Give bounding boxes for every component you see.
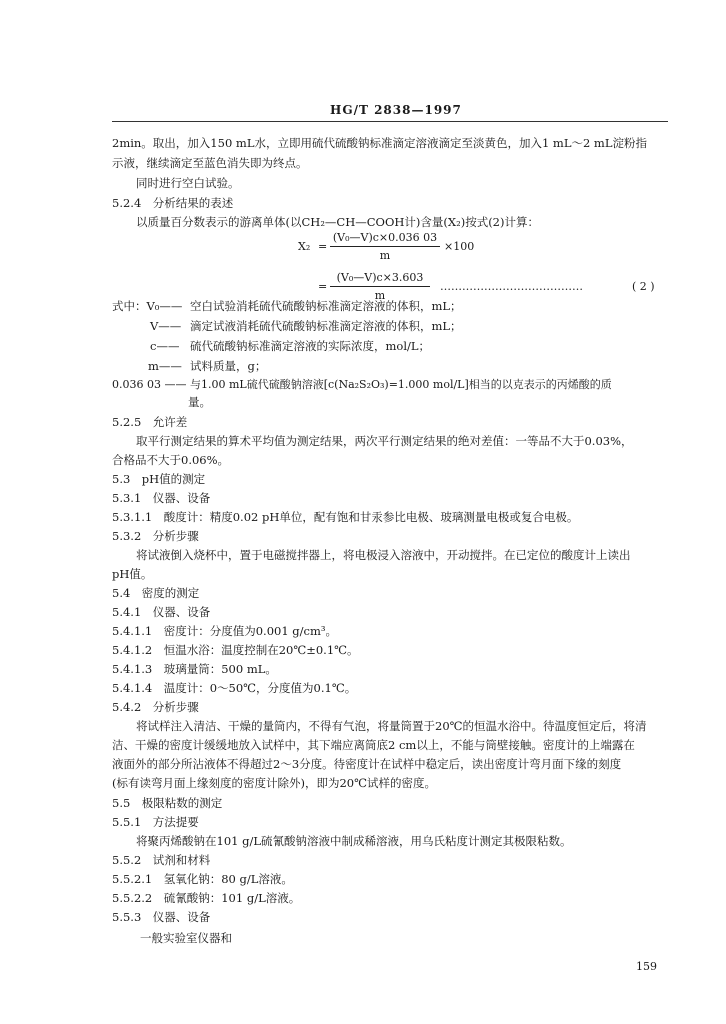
- section-5-4-1-4: 5.4.1.4 温度计：0～50℃，分度值为0.1℃。: [112, 681, 357, 695]
- section-5-3-1-1: 5.3.1.1 酸度计：精度0.02 pH单位，配有饱和甘汞参比电极、玻璃测量电极或复合电极。: [112, 510, 579, 524]
- where-desc-3: 试料质量，g；: [190, 359, 267, 373]
- formula-numerator-2: (V₀—V)c×3.603: [336, 271, 424, 284]
- page-number: 159: [636, 960, 657, 973]
- where-desc-0: 空白试验消耗硫代硫酸钠标准滴定溶液的体积，mL；: [190, 299, 462, 313]
- formula-denominator-2: m: [374, 289, 386, 302]
- section-5-5-3-text: 一般实验室仪器和: [140, 931, 232, 945]
- formula-numerator-1: (V₀—V)c×0.036 03: [332, 231, 438, 244]
- formula-lhs: X₂: [298, 240, 311, 253]
- section-5-4-1-heading: 5.4.1 仪器、设备: [112, 605, 211, 619]
- section-5-5-2-heading: 5.5.2 试剂和材料: [112, 853, 211, 867]
- section-5-5-heading: 5.5 极限粘数的测定: [112, 796, 223, 810]
- header-rule: [112, 121, 668, 122]
- intro-line-1: 2min。取出，加入150 mL水，立即用硫代硫酸钠标准滴定溶液滴定至淡黄色，加入1 mL～2 mL淀粉指: [112, 136, 647, 150]
- section-5-3-2-line-2: pH值。: [112, 567, 153, 581]
- section-5-2-4-heading: 5.2.4 分析结果的表述: [112, 196, 234, 210]
- section-5-4-2-heading: 5.4.2 分析步骤: [112, 700, 199, 714]
- section-5-4-1-1: 5.4.1.1 密度计：分度值为0.001 g/cm³。: [112, 624, 338, 638]
- constant-line-1: 0.036 03 —— 与1.00 mL硫代硫酸钠溶液[c(Na₂S₂O₃)=1.000 mol/L]相当的以克表示的丙烯酸的质: [112, 378, 612, 391]
- section-5-2-5-line-2: 合格品不大于0.06%。: [112, 453, 230, 467]
- intro-line-2: 示液，继续滴定至蓝色消失即为终点。: [112, 156, 308, 170]
- fraction-bar-2: [330, 286, 430, 287]
- section-5-2-4-intro: 以质量百分数表示的游离单体(以CH₂—CH—COOH计)含量(X₂)按式(2)计算：: [136, 215, 539, 229]
- section-5-3-1-heading: 5.3.1 仪器、设备: [112, 491, 211, 505]
- section-5-4-1-3: 5.4.1.3 玻璃量筒：500 mL。: [112, 662, 277, 676]
- section-5-4-heading: 5.4 密度的测定: [112, 586, 200, 600]
- blank-test-line: 同时进行空白试验。: [136, 176, 240, 190]
- standard-header: HG/T 2838—1997: [330, 103, 462, 117]
- section-5-4-2-line-3: 液面外的部分所沾液体不得超过2～3分度。待密度计在试样中稳定后，读出密度计弯月面下缘的刻度: [112, 757, 622, 771]
- section-5-5-2-2: 5.5.2.2 硫氰酸钠：101 g/L溶液。: [112, 891, 301, 905]
- section-5-4-2-line-2: 洁、干燥的密度计缓缓地放入试样中，其下端应离筒底2 cm以上，不能与筒壁接触。密度计的上端露在: [112, 738, 635, 752]
- constant-line-2: 量。: [188, 395, 211, 409]
- where-sym-0: 式中：V₀——: [112, 299, 183, 313]
- where-desc-2: 硫代硫酸钠标准滴定溶液的实际浓度，mol/L；: [190, 339, 431, 353]
- formula-times-100: ×100: [444, 240, 475, 253]
- section-5-5-1-heading: 5.5.1 方法提要: [112, 815, 199, 829]
- section-5-2-5-heading: 5.2.5 允许差: [112, 415, 188, 429]
- formula-eq-2: =: [318, 280, 328, 293]
- formula-number: ( 2 ): [632, 280, 655, 293]
- fraction-bar-1: [330, 246, 440, 247]
- section-5-2-5-line-1: 取平行测定结果的算术平均值为测定结果，两次平行测定结果的绝对差值：一等品不大于0.03%，: [136, 434, 633, 448]
- formula-eq-1: =: [318, 240, 328, 253]
- where-sym-2: c——: [150, 339, 180, 353]
- section-5-5-3-heading: 5.5.3 仪器、设备: [112, 910, 211, 924]
- section-5-4-2-line-1: 将试样注入清洁、干燥的量筒内，不得有气泡，将量筒置于20℃的恒温水浴中。待温度恒定后，将清: [136, 719, 647, 733]
- section-5-5-2-1: 5.5.2.1 氢氧化钠：80 g/L溶液。: [112, 872, 293, 886]
- formula-denominator-1: m: [379, 249, 391, 262]
- section-5-4-2-line-4: (标有读弯月面上缘刻度的密度计除外)，即为20℃试样的密度。: [112, 776, 436, 790]
- where-sym-1: V——: [150, 319, 182, 333]
- section-5-3-2-heading: 5.3.2 分析步骤: [112, 529, 199, 543]
- section-5-4-1-2: 5.4.1.2 恒温水浴：温度控制在20℃±0.1℃。: [112, 643, 359, 657]
- where-sym-3: m——: [148, 359, 182, 373]
- section-5-3-2-line-1: 将试液倒入烧杯中，置于电磁搅拌器上，将电极浸入溶液中，开动搅拌。在已定位的酸度计上读出: [136, 548, 631, 562]
- formula-leader-dots: …………………………………: [440, 280, 583, 293]
- where-desc-1: 滴定试液消耗硫代硫酸钠标准滴定溶液的体积，mL；: [190, 319, 462, 333]
- section-5-3-heading: 5.3 pH值的测定: [112, 472, 206, 486]
- section-5-5-1-text: 将聚丙烯酸钠在101 g/L硫氰酸钠溶液中制成稀溶液，用乌氏粘度计测定其极限粘数。: [136, 834, 572, 848]
